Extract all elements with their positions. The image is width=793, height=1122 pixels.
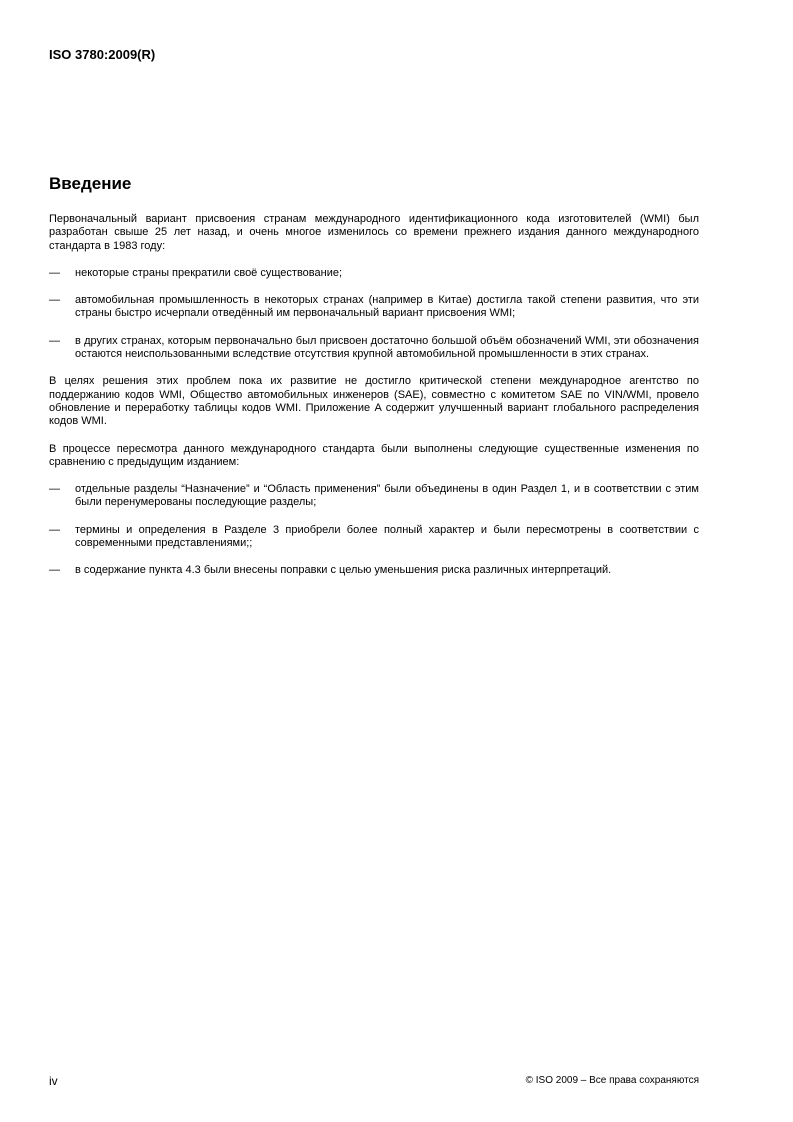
list-item	[49, 483, 699, 510]
list-item-text: в других странах, которым первоначально был присвоен достаточно большой объём обозначений WMI, эти обозначения остаются неиспользованными вследствие отсутствия крупной автомобильной промышленности в этих странах.	[75, 334, 699, 361]
list-item-text: термины и определения в Разделе 3 приобрели более полный характер и были пересмотрены в соответствии с современными представлениями;;	[75, 523, 699, 550]
list-item	[49, 335, 699, 362]
intro-paragraph: Первоначальный вариант присвоения странам международного идентификационного кода изготовителей (WMI) был разработан свыше 25 лет назад, и очень многое изменилось со времени прежнего издания данного международного стандарта в 1983 году:	[49, 213, 699, 252]
dash-marker: —	[49, 294, 60, 307]
issues-list	[49, 267, 699, 361]
list-item	[49, 524, 699, 551]
dash-marker: —	[49, 564, 60, 577]
list-item-text: отдельные разделы “Назначение” и “Область применения” были объединены в один Раздел 1, и в соответствии с этим были перенумерованы последующие разделы;	[75, 483, 699, 509]
section-body	[49, 213, 699, 592]
dash-marker: —	[49, 266, 60, 279]
dash-marker: —	[49, 334, 60, 347]
section-title: Введение	[49, 174, 132, 193]
changes-list	[49, 483, 699, 577]
list-item	[49, 294, 699, 321]
paragraph-3: В процессе пересмотра данного международного стандарта были выполнены следующие существенные изменения по сравнению с предыдущим изданием:	[49, 442, 699, 468]
copyright-notice: © ISO 2009 – Все права сохраняются	[525, 1075, 699, 1086]
list-item	[49, 267, 699, 280]
list-item-text: автомобильная промышленность в некоторых странах (например в Китае) достигла такой степени развития, что эти страны быстро исчерпали отведённый им первоначальный вариант присвоения WMI;	[75, 294, 699, 320]
dash-marker: —	[49, 483, 60, 496]
document-id: ISO 3780:2009(R)	[49, 47, 156, 62]
list-item-text: в содержание пункта 4.3 были внесены поправки с целью уменьшения риска различных интерпретаций.	[75, 564, 612, 577]
dash-marker: —	[49, 523, 60, 536]
page-number: iv	[49, 1074, 58, 1088]
paragraph-2: В целях решения этих проблем пока их развитие не достигло критической степени международное агентство по поддержанию кодов WMI, Общество автомобильных инженеров (SAE), совместно с комитетом SAE по VIN/WMI, провело обновление и переработку таблицы кодов WMI. Приложение A содержит улучшенный вариант глобального распределения кодов WMI.	[49, 375, 699, 428]
list-item-text: некоторые страны прекратили своё существование;	[75, 266, 343, 279]
list-item	[49, 564, 699, 577]
